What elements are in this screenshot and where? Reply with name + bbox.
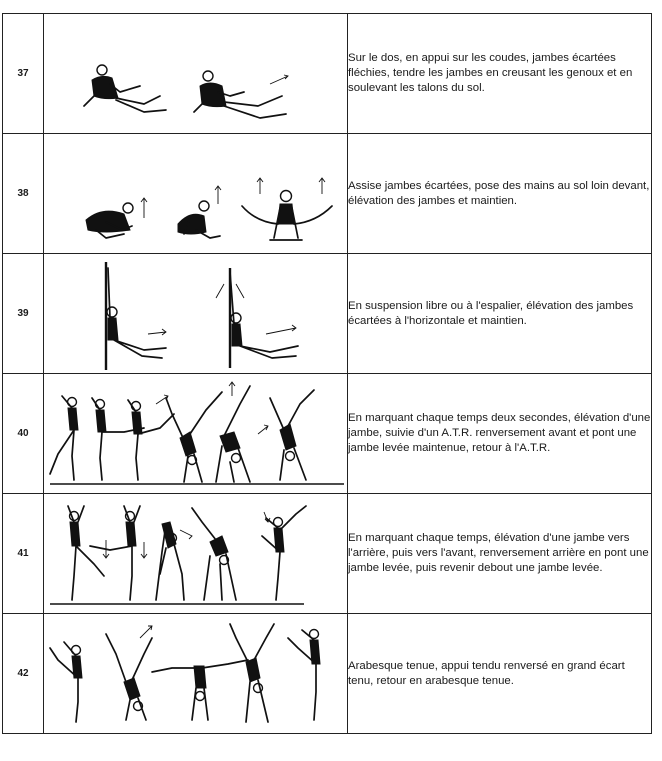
exercise-row-39 <box>3 254 652 374</box>
exercise-description: En suspension libre ou à l'espalier, élévation des jambes écartées à l'horizontale et maintien. <box>348 254 652 374</box>
exercise-number: 41 <box>3 494 44 614</box>
exercise-description: Sur le dos, en appui sur les coudes, jambes écartées fléchies, tendre les jambes en creusant les genoux et en soulevant les talons du sol. <box>348 14 652 134</box>
exercise-number: 39 <box>3 254 44 374</box>
exercise-number: 42 <box>3 614 44 734</box>
exercise-description: En marquant chaque temps, élévation d'une jambe vers l'arrière, puis vers l'avant, renversement arrière en pont une jambe levée, puis revenir debout une jambe levée. <box>348 494 652 614</box>
exercise-row-40 <box>3 374 652 494</box>
gymnast-back-walkover-sequence-illustration <box>44 494 347 613</box>
exercise-description: Assise jambes écartées, pose des mains au sol loin devant, élévation des jambes et maintien. <box>348 134 652 254</box>
exercise-illustration-42 <box>44 614 348 734</box>
exercise-table <box>2 13 652 734</box>
exercise-row-42 <box>3 614 652 734</box>
exercise-description: En marquant chaque temps deux secondes, élévation d'une jambe, suivie d'un A.T.R. renversement avant et pont une jambe levée maintenue, retour à l'A.T.R. <box>348 374 652 494</box>
gymnast-seated-straddle-illustration <box>44 134 347 253</box>
gymnast-walkover-sequence-illustration <box>44 374 347 493</box>
exercise-number: 38 <box>3 134 44 254</box>
gymnast-arabesque-sequence-illustration <box>44 614 347 733</box>
exercise-number: 37 <box>3 14 44 134</box>
exercise-row-38 <box>3 134 652 254</box>
exercise-illustration-37 <box>44 14 348 134</box>
exercise-row-37 <box>3 14 652 134</box>
exercise-description: Arabesque tenue, appui tendu renversé en grand écart tenu, retour en arabesque tenue. <box>348 614 652 734</box>
exercise-row-41 <box>3 494 652 614</box>
exercise-illustration-39 <box>44 254 348 374</box>
exercise-illustration-41 <box>44 494 348 614</box>
gymnast-hanging-illustration <box>44 254 347 373</box>
exercise-number: 40 <box>3 374 44 494</box>
exercise-illustration-40 <box>44 374 348 494</box>
exercise-illustration-38 <box>44 134 348 254</box>
gymnast-lying-legs-illustration <box>44 14 347 133</box>
